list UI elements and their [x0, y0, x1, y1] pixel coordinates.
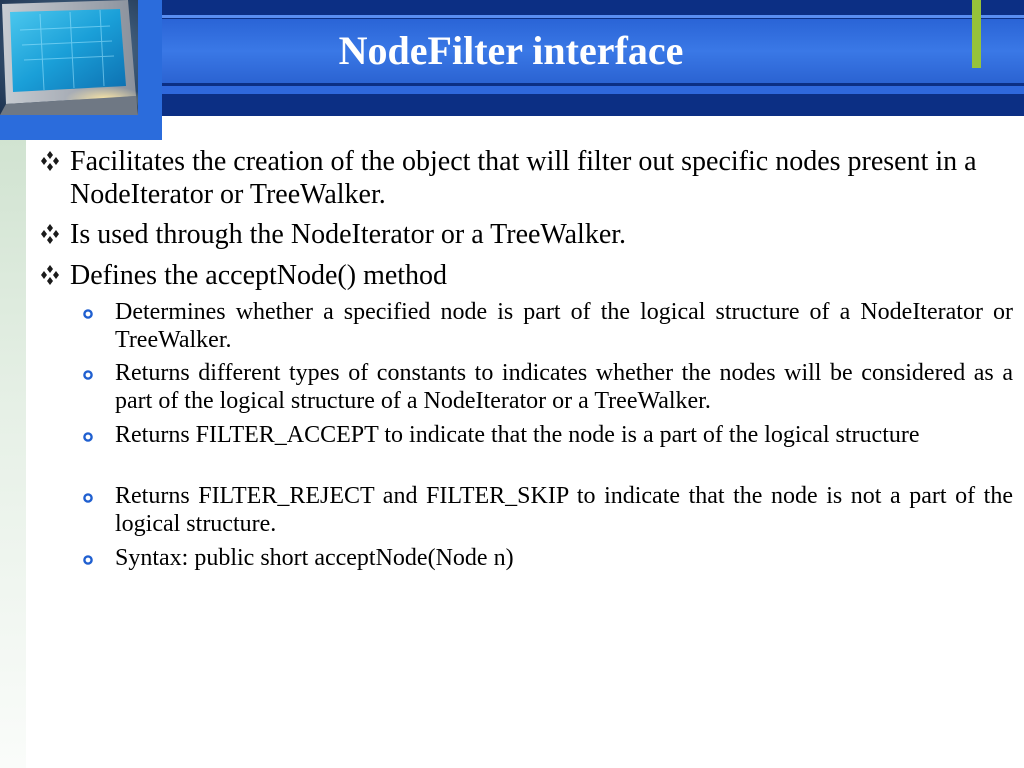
four-diamond-bullet-icon [38, 264, 62, 286]
ring-bullet-icon [82, 308, 94, 320]
four-diamond-bullet-icon [38, 223, 62, 245]
ring-bullet-icon [82, 554, 94, 566]
sub-bullet-text-1: Determines whether a specified node is part of the logical structure of a NodeIterator or TreeWalker. [115, 299, 1013, 353]
sub-bullet-text-5: Syntax: public short acceptNode(Node n) [115, 545, 514, 571]
ring-bullet-icon [82, 431, 94, 443]
ring-bullet-icon [82, 492, 94, 504]
sub-bullet-text-3: Returns FILTER_ACCEPT to indicate that the node is a part of the logical structure [115, 422, 920, 448]
ring-bullet-icon [82, 369, 94, 381]
slide-title: NodeFilter interface [338, 28, 684, 73]
bullet-text-3: Defines the acceptNode() method [70, 260, 448, 291]
four-diamond-bullet-icon [38, 150, 62, 172]
sub-bullet-text-2: Returns different types of constants to indicates whether the nodes will be considered as a part of the logical structure of a NodeIterator or a TreeWalker. [115, 360, 1013, 414]
bullet-text-1: Facilitates the creation of the object that will filter out specific nodes present in a NodeIterator or TreeWalker. [70, 146, 977, 210]
sub-bullet-text-4: Returns FILTER_REJECT and FILTER_SKIP to indicate that the node is not a part of the logical structure. [115, 483, 1013, 537]
bullet-text-2: Is used through the NodeIterator or a TreeWalker. [70, 219, 627, 250]
